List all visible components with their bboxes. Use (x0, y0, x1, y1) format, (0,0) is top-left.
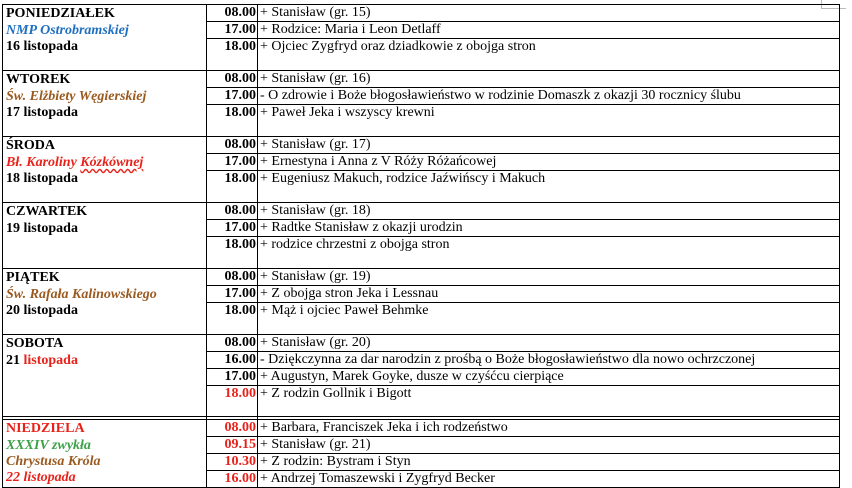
mass-intentions (258, 269, 840, 335)
day-cell (3, 203, 207, 269)
mass-intention: + Stanisław (gr. 17) (258, 137, 839, 154)
mass-intention: - Dziękczynna za dar narodzin z prośbą o Boże błogosławieństwo dla nowo ochrzczonej (258, 352, 839, 369)
date-day-number: 18 (6, 171, 20, 186)
sunday-name: NIEDZIELA (6, 421, 85, 436)
mass-intentions (258, 203, 840, 269)
mass-intentions (258, 71, 840, 137)
patron-surname: Kózkównej (80, 155, 144, 170)
mass-intention: + Stanisław (gr. 19) (258, 269, 839, 286)
day-name: PIĄTEK (6, 270, 60, 285)
date-month-word: listopada (23, 105, 78, 120)
day-cell (3, 5, 207, 71)
day-name: ŚRODA (6, 138, 56, 153)
mass-intention: + Eugeniusz Makuch, rodzice Jaźwińscy i Makuch (260, 171, 546, 186)
sunday-feast: Chrystusa Króla (6, 454, 101, 469)
day-row (3, 335, 840, 417)
mass-intention: + Barbara, Franciszek Jeka i ich rodzeństwo (258, 420, 839, 437)
mass-intention: + Mąż i ojciec Paweł Behmke (260, 303, 429, 318)
mass-intention: + Ojciec Zygfryd oraz dziadkowie z obojga stron (260, 39, 536, 54)
mass-times (207, 137, 258, 203)
mass-time: 17.00 (207, 286, 257, 303)
patron-name: Św. Elżbiety Węgierskiej (6, 89, 147, 104)
date-day-number: 20 (6, 303, 20, 318)
mass-times (207, 71, 258, 137)
day-name: SOBOTA (6, 336, 64, 351)
mass-time: 08.00 (207, 269, 257, 286)
mass-time: 17.00 (207, 220, 257, 237)
day-row (3, 5, 840, 71)
day-date (6, 39, 203, 55)
date-month-word: listopada (23, 171, 78, 186)
mass-time: 17.00 (207, 369, 257, 386)
day-date (6, 303, 203, 319)
sunday-liturgical-week: XXXIV zwykła (6, 438, 91, 453)
sunday-mass-intentions (258, 420, 840, 488)
mass-intention: + Z obojga stron Jeka i Lessnau (258, 286, 839, 303)
mass-intention: + Andrzej Tomaszewski i Zygfryd Becker (260, 471, 495, 486)
patron-name: Bł. Karoliny Kózkównej (6, 155, 144, 170)
sunday-row (3, 420, 840, 488)
day-name: CZWARTEK (6, 204, 88, 219)
day-name: PONIEDZIAŁEK (6, 6, 115, 21)
mass-time: 10.30 (207, 454, 257, 471)
mass-time: 16.00 (207, 352, 257, 369)
mass-intention: + Stanisław (gr. 18) (258, 203, 839, 220)
mass-intention: + Rodzice: Maria i Leon Detlaff (258, 22, 839, 39)
mass-time: 18.00 (224, 386, 256, 401)
mass-time: 18.00 (224, 171, 256, 186)
mass-intention: - O zdrowie i Boże błogosławieństwo w rodzinie Domaszk z okazji 30 rocznicy ślubu (258, 88, 839, 105)
mass-intention: + Stanisław (gr. 16) (258, 71, 839, 88)
patron-name: NMP Ostrobramskiej (6, 23, 129, 38)
day-row (3, 269, 840, 335)
mass-intentions (258, 335, 840, 417)
day-date (6, 353, 203, 369)
mass-time: 08.00 (207, 203, 257, 220)
date-month-word: listopada (23, 353, 78, 368)
sunday-cell (3, 420, 207, 488)
sunday-date: 22 listopada (6, 470, 76, 485)
date-month-word: listopada (23, 39, 78, 54)
day-row (3, 71, 840, 137)
mass-time: 17.00 (207, 22, 257, 39)
mass-schedule-table (2, 4, 840, 488)
day-date (6, 221, 203, 237)
day-cell (3, 269, 207, 335)
mass-times (207, 203, 258, 269)
date-day-number: 19 (6, 221, 20, 236)
date-month-word: listopada (23, 303, 78, 318)
mass-time: 18.00 (224, 105, 256, 120)
mass-time: 09.15 (207, 437, 257, 454)
sunday-mass-times (207, 420, 258, 488)
mass-times (207, 269, 258, 335)
day-row (3, 137, 840, 203)
mass-intention: + rodzice chrzestni z obojga stron (260, 237, 450, 252)
mass-time: 17.00 (207, 154, 257, 171)
mass-intentions (258, 137, 840, 203)
day-name: WTOREK (6, 72, 71, 87)
date-month-word: listopada (23, 221, 78, 236)
mass-time: 17.00 (207, 88, 257, 105)
mass-time: 16.00 (224, 471, 256, 486)
mass-time: 18.00 (224, 237, 256, 252)
day-row (3, 203, 840, 269)
mass-intention: + Z rodzin: Bystram i Styn (258, 454, 839, 471)
day-cell (3, 335, 207, 417)
mass-time: 08.00 (207, 71, 257, 88)
day-date (6, 171, 203, 187)
mass-intention: + Stanisław (gr. 20) (258, 335, 839, 352)
date-day-number: 21 (6, 353, 20, 368)
mass-time: 08.00 (207, 5, 257, 22)
mass-intention: + Radtke Stanisław z okazji urodzin (258, 220, 839, 237)
date-day-number: 16 (6, 39, 20, 54)
mass-intention: + Paweł Jeka i wszyscy krewni (260, 105, 435, 120)
schedule-body (3, 5, 840, 488)
mass-intention: + Augustyn, Marek Goyke, dusze w czyśćcu cierpiące (258, 369, 839, 386)
mass-time: 08.00 (207, 335, 257, 352)
day-cell (3, 137, 207, 203)
patron-name: Św. Rafała Kalinowskiego (6, 287, 157, 302)
date-day-number: 17 (6, 105, 20, 120)
mass-intentions (258, 5, 840, 71)
mass-intention: + Stanisław (gr. 15) (258, 5, 839, 22)
mass-intention: + Ernestyna i Anna z V Róży Różańcowej (258, 154, 839, 171)
mass-times (207, 5, 258, 71)
mass-time: 08.00 (207, 137, 257, 154)
mass-times (207, 335, 258, 417)
mass-time: 18.00 (224, 303, 256, 318)
mass-time: 18.00 (224, 39, 256, 54)
day-date (6, 105, 203, 121)
mass-intention: + Z rodzin Gollnik i Bigott (260, 386, 412, 401)
mass-intention: + Stanisław (gr. 21) (258, 437, 839, 454)
day-cell (3, 71, 207, 137)
mass-time: 08.00 (207, 420, 257, 437)
